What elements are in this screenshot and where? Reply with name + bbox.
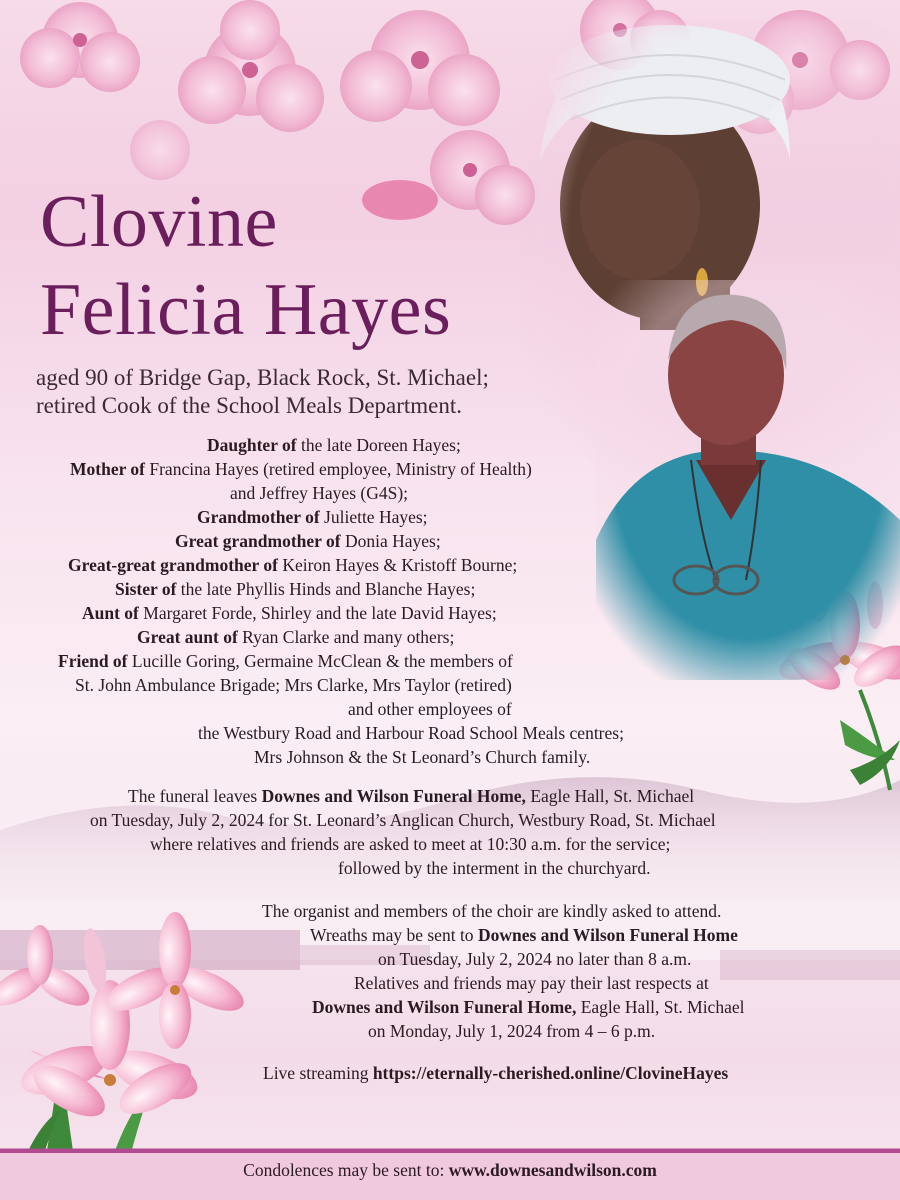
relation-label: Daughter of (207, 435, 297, 455)
relation-text: and other employees of (348, 699, 512, 719)
relation-label: Aunt of (82, 603, 139, 623)
condolences-link[interactable]: www.downesandwilson.com (448, 1160, 657, 1180)
funeral-text: The funeral leaves (128, 786, 262, 806)
funeral-line-2: on Tuesday, July 2, 2024 for St. Leonard’s Anglican Church, Westbury Road, St. Michael (90, 810, 716, 830)
relation-line (175, 530, 441, 554)
relation-line (137, 626, 454, 650)
notice-text: Wreaths may be sent to (310, 925, 478, 945)
relation-text: St. John Ambulance Brigade; Mrs Clarke, Mrs Taylor (retired) (75, 675, 512, 695)
relation-text: Mrs Johnson & the St Leonard’s Church family. (254, 747, 591, 767)
relation-line (68, 554, 517, 578)
relation-text: Lucille Goring, Germaine McClean & the members of (127, 651, 513, 671)
notice-line-2 (310, 923, 738, 947)
condolences-label: Condolences may be sent to: (243, 1160, 449, 1180)
notice-line-4: Relatives and friends may pay their last respects at (354, 973, 709, 993)
relation-line (75, 674, 512, 698)
intro-text (36, 364, 489, 420)
relation-line (197, 506, 428, 530)
livestream-link[interactable]: https://eternally-cherished.online/ClovineHayes (372, 1063, 729, 1083)
funeral-home-name: Downes and Wilson Funeral Home, (261, 786, 526, 806)
relation-label: Grandmother of (197, 507, 320, 527)
livestream-line (263, 1061, 728, 1085)
relation-text: Juliette Hayes; (319, 507, 428, 527)
relation-text: Francina Hayes (retired employee, Ministry of Health) (145, 459, 532, 479)
deceased-middle-last-name: Felicia Hayes (40, 269, 452, 351)
relation-label: Great aunt of (137, 627, 238, 647)
intro-line-2: retired Cook of the School Meals Department. (36, 393, 463, 418)
funeral-home-name: Downes and Wilson Funeral Home (477, 925, 738, 945)
relation-text: Keiron Hayes & Kristoff Bourne; (277, 555, 518, 575)
relation-text: the Westbury Road and Harbour Road School Meals centres; (198, 723, 624, 743)
relation-line (198, 722, 624, 746)
funeral-line-1 (128, 784, 694, 808)
relation-line (70, 458, 532, 482)
relation-line (82, 602, 497, 626)
portrait-photo-teal-blouse (596, 280, 900, 680)
deceased-first-name: Clovine (40, 181, 278, 263)
relation-text: the late Phyllis Hinds and Blanche Hayes; (176, 579, 476, 599)
funeral-line-4: followed by the interment in the churchyard. (338, 858, 651, 878)
funeral-line-3: where relatives and friends are asked to meet at 10:30 a.m. for the service; (150, 834, 671, 854)
relation-text: Donia Hayes; (340, 531, 441, 551)
relation-line (254, 746, 590, 770)
relation-text: and Jeffrey Hayes (G4S); (230, 483, 409, 503)
funeral-text: Eagle Hall, St. Michael (525, 786, 695, 806)
relation-line (348, 698, 512, 722)
livestream-label: Live streaming (263, 1063, 373, 1083)
relation-text: the late Doreen Hayes; (296, 435, 461, 455)
relation-line (115, 578, 475, 602)
funeral-home-name: Downes and Wilson Funeral Home, (312, 997, 577, 1017)
notice-line-5 (312, 995, 744, 1019)
intro-line-1: aged 90 of Bridge Gap, Black Rock, St. Michael; (36, 365, 489, 390)
notice-line-6: on Monday, July 1, 2024 from 4 – 6 p.m. (368, 1021, 656, 1041)
relation-label: Mother of (70, 459, 145, 479)
deceased-name (40, 178, 451, 354)
relation-line (58, 650, 513, 674)
relation-line (230, 482, 408, 506)
notice-line-1: The organist and members of the choir are kindly asked to attend. (262, 901, 722, 921)
relation-text: Margaret Forde, Shirley and the late David Hayes; (138, 603, 497, 623)
relation-label: Great-great grandmother of (68, 555, 278, 575)
relation-text: Ryan Clarke and many others; (237, 627, 455, 647)
relation-line (207, 434, 461, 458)
relation-label: Sister of (115, 579, 177, 599)
condolences-line (0, 1160, 900, 1181)
relation-label: Great grandmother of (175, 531, 341, 551)
notice-line-3: on Tuesday, July 2, 2024 no later than 8 a.m. (378, 949, 692, 969)
notice-text: Eagle Hall, St. Michael (576, 997, 745, 1017)
relation-label: Friend of (58, 651, 128, 671)
